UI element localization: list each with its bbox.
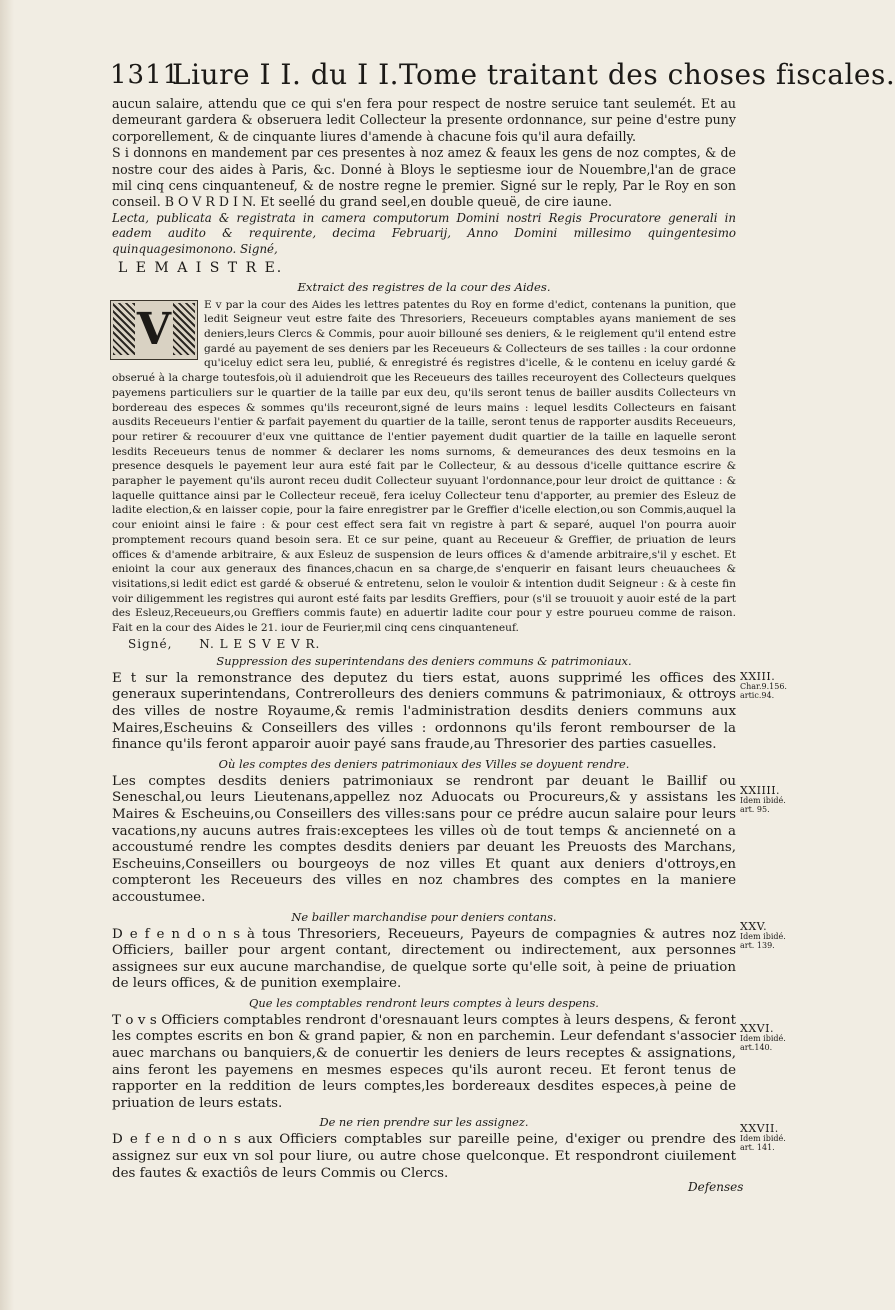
margin-note-23: [740, 672, 798, 701]
running-title: Liure I I. du I I.Tome traitant des choses fiscales.: [172, 58, 895, 91]
margin-article-number: XXIIII.: [740, 784, 781, 797]
page-header: [110, 58, 895, 94]
margin-note-24: [740, 786, 798, 815]
margin-article: art. 141.: [740, 1143, 775, 1152]
page-body: [112, 96, 736, 1182]
margin-note-26: [740, 1024, 798, 1053]
margin-article-number: XXVI.: [740, 1022, 774, 1035]
signature-le-maistre: L E M A I S T R E.: [118, 259, 284, 276]
heading-suppression: Suppression des superintendans des deniers communs & patrimoniaux.: [216, 653, 632, 668]
paragraph-de-ne-rien: D e f e n d o n s aux Officiers comptables sur pareille peine, d'exiger ou prendre des assignez sur eux vn sol pour liure, ou autre chose quelconque. Et respondront ciuilement des fautes & exactiôs de leurs Commis ou Clercs.: [112, 1132, 736, 1181]
margin-article: artic.94.: [740, 691, 775, 700]
extraict-block: [112, 298, 736, 636]
heading-ne-bailler: Ne bailler marchandise pour deniers contans.: [291, 909, 557, 924]
decorated-initial-icon: [110, 300, 198, 360]
signed-label: Signé,: [128, 636, 173, 651]
margin-article: art. 139.: [740, 941, 775, 950]
paragraph-ou-comptes: Les comptes desdits deniers patrimoniaux se rendront par deuant le Baillif ou Seneschal,ou leurs Lieutenans,appellez noz Aduocats ou Procureurs,& y assistans les Maires & Escheuins,ou Conseillers des villes:sans pour ce prédre aucun salaire pour leurs vacations,ny aucuns autres frais:exceptees les villes où de tout temps & ancienneté on a accoustumé rendre les comptes desdits deniers par deuant les Preuosts des Marchans, Escheuins,Conseillers ou bourgeoys de noz villes Et quant aux deniers d'ottroys,en compteront les Receueurs des villes en noz chambres des comptes en la maniere accoustumee.: [112, 773, 736, 905]
signature-le-sveur: [128, 637, 736, 651]
margin-reference: Char.9.156.: [740, 681, 787, 691]
heading-ou-comptes: Où les comptes des deniers patrimoniaux des Villes se doyuent rendre.: [218, 756, 630, 771]
margin-note-25: [740, 922, 798, 951]
paragraph-suppression: E t sur la remonstrance des deputez du tiers estat, auons supprimé les offices des generaux superintendans, Contrerolleurs des deniers communs & patrimoniaux, & ottroys des villes de nostre Royaume,& remis l'administration desdits deniers communs aux Maires,Escheuins & Conseillers des villes : ordonnons qu'ils feront rembourser de la finance qu'ils feront apparoir auoir payé sans fraude,au Thresorier des parties casuelles.: [112, 670, 736, 753]
margin-article-number: XXIII.: [740, 670, 776, 683]
catchword: Defenses: [688, 1180, 744, 1194]
heading-que-comptables: Que les comptables rendront leurs comptes à leurs despens.: [249, 995, 599, 1010]
page-gutter-shadow: [0, 0, 14, 1310]
margin-reference: Idem ibidé.: [740, 931, 786, 941]
heading-de-ne-rien: De ne rien prendre sur les assignez.: [319, 1115, 529, 1130]
margin-article: art. 95.: [740, 805, 770, 814]
margin-article-number: XXVII.: [740, 1122, 779, 1135]
signed-name: N. L E S V E V R.: [199, 636, 321, 651]
heading-extraict: Extraict des registres de la cour des Aides.: [297, 279, 551, 294]
paragraph-ne-bailler: D e f e n d o n s à tous Thresoriers, Receueurs, Payeurs de compagnies & autres noz Officiers, bailler pour argent contant, directement ou indirectement, aux personnes assignees sur eux aucune marchandise, de quelque sorte qu'elle soit, à peine de priuation de leurs offices, & de punition exemplaire.: [112, 926, 736, 992]
paragraph-mandement: S i donnons en mandement par ces presentes à noz amez & feaux les gens de noz comptes, & de nostre cour des aides à Paris, &c. Donné à Bloys le septiesme iour de Nouembre,l'an de grace mil cinq cens cinquanteneuf, & de nostre regne le premier. Signé sur le reply, Par le Roy en son conseil. B O V R D I N. Et seellé du grand seel,en double queuë, de cire iaune.: [112, 145, 736, 210]
paragraph-que-comptables: T o v s Officiers comptables rendront d'oresnauant leurs comptes à leurs despens, & feront les comptes escrits en bon & grand papier, & non en parchemin. Leur defendant s'associer auec marchans ou banquiers,& de conuertir les deniers de leurs receptes & assignations, ains feront les payemens en mesmes especes qu'ils auront receu. Et feront tenus de rapporter en la reddition de leurs comptes,les bordereaux desdites especes,à peine de priuation de leurs estats.: [112, 1012, 736, 1111]
folio-number: 1311: [110, 60, 181, 90]
paragraph-latin-registration: Lecta, publicata & registrata in camera computorum Domini nostri Regis Procuratore generali in eadem audito & requirente, decima Februarij, Anno Domini millesimo quingentesimo quinquagesimonono. Signé,: [112, 210, 736, 257]
margin-reference: Idem ibidé.: [740, 1133, 786, 1143]
margin-article-number: XXV.: [740, 920, 768, 933]
paragraph-salaire: aucun salaire, attendu que ce qui s'en fera pour respect de nostre seruice tant seulemét. Et au demeurant gardera & obseruera ledit Collecteur la presente ordonnance, sur peine d'estre puny corporellement, & de cinquante liures d'amende à chacune fois qu'il aura defailly.: [112, 96, 736, 144]
margin-article: art.140.: [740, 1043, 773, 1052]
margin-note-27: [740, 1124, 798, 1153]
margin-reference: Idem ibidé.: [740, 1033, 786, 1043]
paragraph-extraict: E v par la cour des Aides les lettres patentes du Roy en forme d'edict, contenans la punition, que ledit Seigneur veut estre faite des Thresoriers, Receueurs comptables ayans maniement de ses deniers,leurs Clercs & Commis, pour auoir billouné ses deniers, & le reiglement qu'il entend estre gardé au payement de ses deniers par les Receueurs & Collecteurs de ses tailles : la cour ordonne qu'iceluy edict sera leu, publié, & enregistré és registres d'icelle, & le contenu en iceluy gardé & obserué à la charge toutesfois,où il aduiendroit que les Receueurs des tailles receuroyent des Collecteurs quelques payemens particuliers sur le quartier de la taille par eux deu, qu'ils seront tenus de bailler ausdits Collecteurs vn bordereau des especes & sommes qu'ils receuront,signé de leurs mains : lequel lesdits Collecteurs en faisant ausdits Receueurs l'entier & parfait payement du quartier de la taille, seront tenus de rapporter ausdits Receueurs, pour retirer & recouurer d'eux vne quittance de l'entier payement dudit quartier de la taille en laquelle seront lesdits Receueurs tenus de nommer & declarer les noms surnoms, & demeurances des deux tesmoins en la presence desquels le payement leur aura esté fait par le Collecteur, & au dessous d'icelle quittance escrire & parapher le payement qu'ils auront receu dudit Collecteur suyuant l'ordonnance,pour leur droict de quittance : & laquelle quittance ainsi par le Collecteur receuë, fera iceluy Collecteur tenu d'apporter, au premier des Esleuz de ladite election,& en laisser copie, pour la faire enregistrer par le Greffier d'icelle election,ou son Commis,auquel la cour enioint ainsi le faire : & pour cest effect sera fait vn registre à part & separé, auquel l'on pourra auoir promptement recours quand besoin sera. Et ce sur peine, quant au Receueur & Greffier, de priuation de leurs offices & d'amende arbitraire, & aux Esleuz de suspension de leurs offices & d'amende arbitraire,s'il y eschet. Et enioint la cour aux generaux des finances,chacun en sa charge,de s'enquerir en faisant leurs cheuauchees & visitations,si ledit edict est gardé & obserué & entretenu, selon le vouloir & intention dudit Seigneur : & à ceste fin voir diligemment les registres qui auront esté faits par lesdits Greffiers, pour (s'il se trouuoit y auoir esté de la part des Esleuz,Receueurs,ou Greffiers commis faute) en aduertir ladite cour pour y estre pourueu comme de raison. Fait en la cour des Aides le 21. iour de Feurier,mil cinq cens cinquanteneuf.: [112, 298, 737, 635]
margin-reference: Idem ibidé.: [740, 795, 786, 805]
initial-letter: V: [136, 303, 172, 355]
